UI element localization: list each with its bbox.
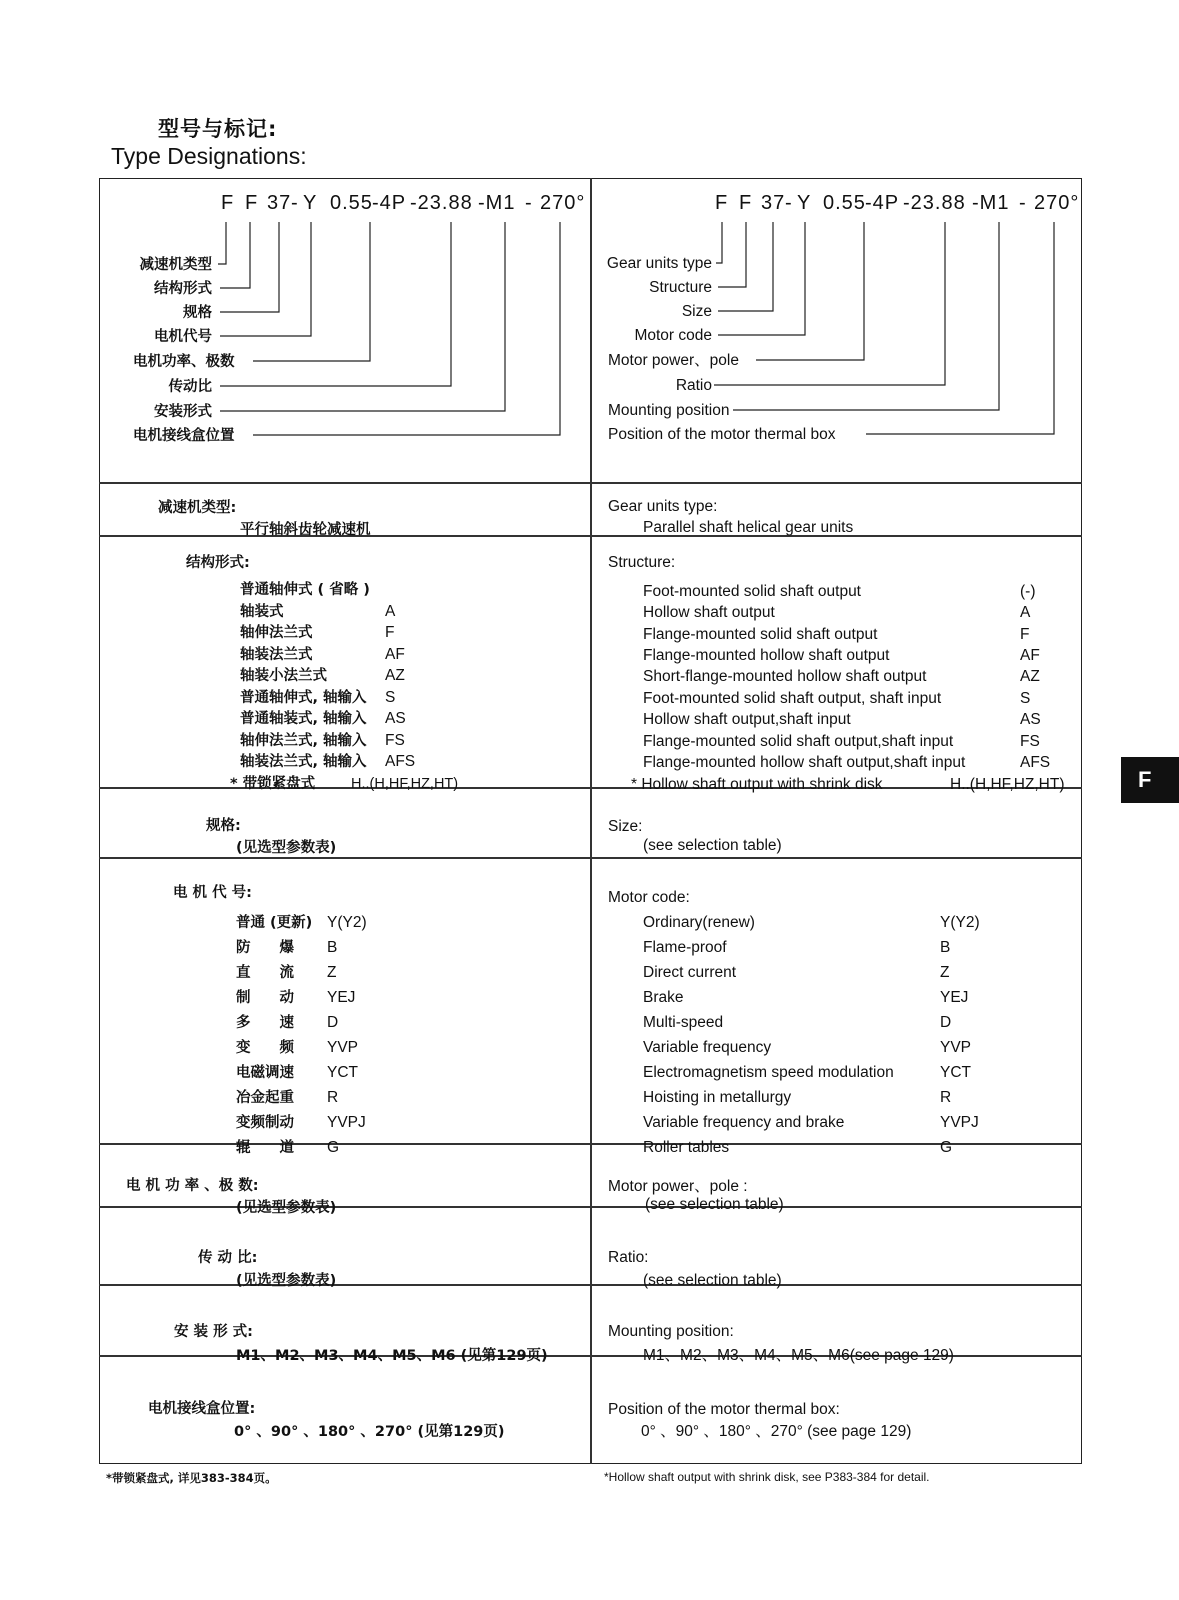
size-title-cn: 规格: — [206, 818, 241, 834]
list-item: Flame-proof — [643, 939, 727, 956]
structure-code: F — [385, 624, 395, 641]
list-item: Direct current — [643, 964, 737, 981]
list-item: * Hollow shaft output with shrink disk — [631, 776, 883, 793]
code-part-pole: -4P — [865, 192, 900, 214]
structure-title-cn: 结构形式: — [186, 555, 250, 571]
code-part-mounting: -M1 — [478, 192, 516, 214]
list-item: Electromagnetism speed modulation — [643, 1064, 894, 1081]
list-item: Flange-mounted hollow shaft output,shaft input — [643, 754, 966, 771]
label-mounting: 安装形式 — [154, 404, 212, 420]
motor-code-value: YVPJ — [327, 1114, 366, 1131]
column-divider — [590, 178, 592, 1464]
motor-power-title-en: Motor power、pole : — [608, 1178, 748, 1195]
structure-code: AFS — [1020, 754, 1051, 771]
mounting-value-cn: M1、M2、M3、M4、M5、M6 (见第129页) — [236, 1348, 548, 1364]
motor-code-value: YCT — [327, 1064, 358, 1081]
thermal-box-value-cn: 0° 、90° 、180° 、270° (见第129页) — [234, 1424, 505, 1440]
motor-code-value: B — [327, 939, 338, 956]
label-motor-code: Motor code — [634, 327, 712, 344]
motor-code-value: R — [940, 1089, 952, 1106]
code-part-gear: F — [221, 192, 235, 214]
code-part-dash: - — [291, 192, 299, 214]
list-item: Flange-mounted solid shaft output,shaft input — [643, 733, 954, 750]
list-item: Foot-mounted solid shaft output, shaft input — [643, 690, 942, 707]
section-tab-f — [1121, 757, 1179, 803]
section-tab-label: F — [1138, 767, 1152, 792]
motor-code-value: YEJ — [327, 989, 356, 1006]
list-item: 轴装法兰式, 轴输入 — [240, 754, 367, 770]
structure-code: H..(H,HF,HZ,HT) — [351, 776, 459, 792]
footnote-cn: *带锁紧盘式, 详见383-384页。 — [106, 1471, 277, 1485]
list-item: Flange-mounted hollow shaft output — [643, 647, 890, 664]
code-part-size: 37 — [267, 192, 292, 214]
structure-code: F — [1020, 626, 1030, 643]
code-part-size: 37 — [761, 192, 786, 214]
code-part-motor: Y — [303, 192, 318, 214]
ratio-value-en: (see selection table) — [643, 1272, 782, 1289]
list-item: Hollow shaft output,shaft input — [643, 711, 851, 728]
gear-type-value-en: Parallel shaft helical gear units — [643, 519, 854, 536]
ratio-title-en: Ratio: — [608, 1249, 649, 1266]
structure-code: H..(H,HF,HZ,HT) — [950, 776, 1065, 793]
label-motor-code: 电机代号 — [154, 329, 212, 345]
label-gear-type: 减速机类型 — [139, 257, 212, 273]
code-part-dash: - — [1019, 192, 1027, 214]
motor-code-value: G — [940, 1139, 953, 1156]
structure-code: A — [1020, 604, 1031, 621]
list-item: 轴装式 — [240, 604, 284, 620]
structure-code: AF — [1020, 647, 1040, 664]
code-part-pole: -4P — [372, 192, 407, 214]
code-part-power: 0.55 — [823, 192, 866, 214]
size-value-en: (see selection table) — [643, 837, 782, 854]
motor-code-title-cn: 电 机 代 号: — [173, 885, 252, 901]
motor-code-value: Z — [940, 964, 950, 981]
ratio-value-cn: (见选型参数表) — [236, 1273, 337, 1289]
label-mounting: Mounting position — [608, 402, 730, 419]
list-item: 电磁调速 — [236, 1065, 294, 1081]
mounting-value-en: M1、M2、M3、M4、M5、M6(see page 129) — [643, 1347, 954, 1364]
label-ratio: Ratio — [675, 377, 712, 394]
list-item: 冶金起重 — [236, 1090, 294, 1106]
list-item: 防 爆 — [236, 940, 294, 956]
structure-code: AS — [385, 710, 406, 727]
mounting-title-en: Mounting position: — [608, 1323, 734, 1340]
list-item: Foot-mounted solid shaft output — [643, 583, 861, 600]
motor-code-value: D — [327, 1014, 339, 1031]
row-divider — [99, 857, 1082, 859]
list-item: 普通 (更新) — [236, 915, 313, 931]
label-gear-type: Gear units type — [606, 255, 712, 272]
list-item: 轴装法兰式 — [240, 647, 313, 663]
code-part-motor: Y — [797, 192, 812, 214]
structure-code: (-) — [1020, 583, 1036, 600]
motor-code-value: YEJ — [940, 989, 969, 1006]
title-english: Type Designations: — [111, 143, 307, 169]
motor-code-value: D — [940, 1014, 952, 1031]
label-ratio: 传动比 — [168, 379, 212, 395]
structure-code: S — [1020, 690, 1031, 707]
list-item: Variable frequency and brake — [643, 1114, 845, 1131]
code-part-dash: - — [785, 192, 793, 214]
structure-title-en: Structure: — [608, 554, 676, 571]
structure-code: AZ — [1020, 668, 1040, 685]
gear-type-value-cn: 平行轴斜齿轮减速机 — [240, 522, 371, 538]
structure-code: FS — [1020, 733, 1040, 750]
thermal-box-title-en: Position of the motor thermal box: — [608, 1401, 840, 1418]
code-part-structure: F — [245, 192, 259, 214]
motor-code-value: G — [327, 1139, 340, 1156]
structure-code: AZ — [385, 667, 405, 684]
label-motor-power: 电机功率、极数 — [133, 354, 235, 370]
code-part-thermal: 270° — [1034, 192, 1080, 214]
list-item: 变频制动 — [236, 1115, 294, 1131]
gear-type-title-cn: 减速机类型: — [158, 500, 237, 516]
motor-code-value: YCT — [940, 1064, 971, 1081]
label-thermal-box: Position of the motor thermal box — [608, 426, 836, 443]
motor-code-value: Y(Y2) — [327, 914, 367, 931]
code-part-mounting: -M1 — [972, 192, 1010, 214]
structure-code: AS — [1020, 711, 1041, 728]
motor-power-title-cn: 电 机 功 率 、极 数: — [126, 1178, 259, 1194]
label-motor-power: Motor power、pole — [608, 352, 739, 369]
motor-code-value: R — [327, 1089, 339, 1106]
list-item: Multi-speed — [643, 1014, 724, 1031]
label-structure: Structure — [649, 279, 712, 296]
label-size: 规格 — [183, 305, 212, 321]
thermal-box-title-cn: 电机接线盒位置: — [148, 1401, 256, 1417]
list-item: 辊 道 — [236, 1140, 294, 1156]
motor-code-value: YVP — [327, 1039, 359, 1056]
motor-code-value: Y(Y2) — [940, 914, 980, 931]
list-item: Hollow shaft output — [643, 604, 775, 621]
list-item: 普通轴伸式, 轴输入 — [240, 690, 367, 706]
list-item: Roller tables — [643, 1139, 730, 1156]
list-item: 轴装小法兰式 — [240, 668, 327, 684]
list-item: Flange-mounted solid shaft output — [643, 626, 878, 643]
motor-power-value-cn: (见选型参数表) — [236, 1200, 337, 1216]
structure-code: AF — [385, 646, 405, 663]
title-chinese: 型号与标记: — [158, 117, 278, 141]
row-divider — [99, 482, 1082, 484]
code-part-power: 0.55 — [330, 192, 373, 214]
code-part-ratio: -23.88 — [903, 192, 966, 214]
code-part-gear: F — [715, 192, 729, 214]
list-item: * 带锁紧盘式 — [230, 776, 316, 792]
list-item: 普通轴伸式 ( 省略 ) — [240, 582, 370, 598]
list-item: Variable frequency — [643, 1039, 772, 1056]
size-value-cn: (见选型参数表) — [236, 840, 337, 856]
thermal-box-value-en: 0° 、90° 、180° 、270° (see page 129) — [641, 1423, 912, 1440]
list-item: 轴伸法兰式 — [240, 625, 313, 641]
list-item: Brake — [643, 989, 684, 1006]
motor-code-value: Z — [327, 964, 337, 981]
list-item: 变 频 — [236, 1040, 294, 1056]
list-item: 轴伸法兰式, 轴输入 — [240, 733, 367, 749]
structure-code: FS — [385, 732, 405, 749]
motor-code-title-en: Motor code: — [608, 889, 690, 906]
mounting-title-cn: 安 装 形 式: — [174, 1324, 253, 1340]
label-structure: 结构形式 — [154, 281, 212, 297]
list-item: Short-flange-mounted hollow shaft output — [643, 668, 927, 685]
size-title-en: Size: — [608, 818, 643, 835]
motor-code-value: YVP — [940, 1039, 972, 1056]
code-part-thermal: 270° — [540, 192, 586, 214]
ratio-title-cn: 传 动 比: — [198, 1250, 258, 1266]
list-item: Ordinary(renew) — [643, 914, 755, 931]
motor-code-value: B — [940, 939, 951, 956]
code-part-structure: F — [739, 192, 753, 214]
label-thermal-box: 电机接线盒位置 — [133, 428, 235, 444]
list-item: 制 动 — [236, 990, 294, 1006]
footnote-en: *Hollow shaft output with shrink disk, see P383-384 for detail. — [604, 1470, 930, 1484]
list-item: 直 流 — [236, 965, 294, 981]
structure-code: S — [385, 689, 396, 706]
motor-code-value: YVPJ — [940, 1114, 979, 1131]
list-item: Hoisting in metallurgy — [643, 1089, 792, 1106]
structure-code: AFS — [385, 753, 416, 770]
motor-power-value-en: (see selection table) — [645, 1196, 784, 1213]
list-item: 普通轴装式, 轴输入 — [240, 711, 367, 727]
gear-type-title-en: Gear units type: — [608, 498, 718, 515]
code-part-ratio: -23.88 — [410, 192, 473, 214]
label-size: Size — [681, 303, 712, 320]
code-part-dash: - — [525, 192, 533, 214]
structure-code: A — [385, 603, 396, 620]
list-item: 多 速 — [236, 1015, 294, 1031]
